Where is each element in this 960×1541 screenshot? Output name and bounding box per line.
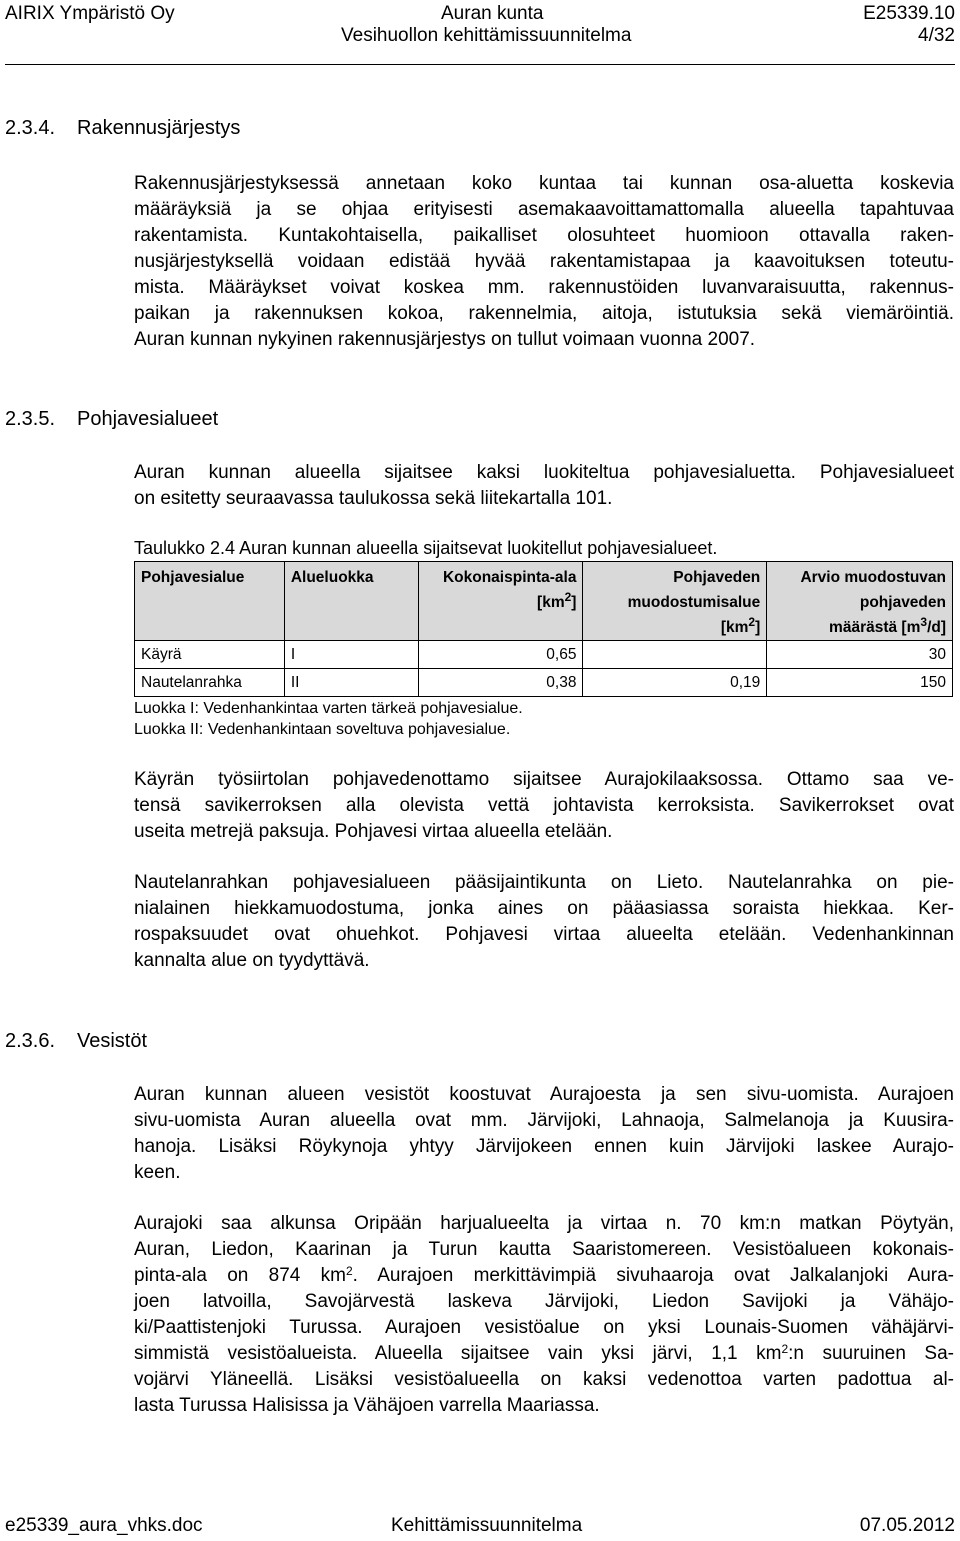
column-header-kokonaispinta-ala: Kokonaispinta-ala $[km^2]$	[418, 562, 583, 641]
table-row	[135, 641, 953, 669]
paragraph-line: Nautelanrahkan pohjavesialueen pääsijaintikunta on Lieto. Nautelanrahka on pie-	[134, 872, 954, 893]
paragraph-line: sivu-uomista Auran alueella ovat mm. Järvijoki, Lahnaoja, Salmelanoja ja Kuusira-	[134, 1110, 954, 1131]
table-row	[135, 669, 953, 697]
cell-estimate: 30	[767, 641, 953, 669]
paragraph-line: Auran kunnan alueella sijaitsee kaksi luokiteltua pohjavesialuetta. Pohjavesialueet	[134, 462, 954, 483]
paragraph-line: ki/Paattistenjoki Turussa. Aurajoen vesistöalue on yksi Lounais-Suomen vähäjärvi-	[134, 1317, 954, 1338]
paragraph-line: hanoja. Lisäksi Röykynoja yhtyy Järvijokeen ennen kuin Järvijoki laskee Aurajo-	[134, 1136, 954, 1157]
column-header-arvio: Arvio muodostuvan pohjaveden määrästä $[m^3/d]$	[767, 562, 953, 641]
section-title: Pohjavesialueet	[77, 408, 219, 430]
paragraph-line: nusjärjestyksellä voidaan edistää hyvää rakentamistapaa ja kaavoituksen toteutu-	[134, 251, 954, 272]
client-name: Auran kunta	[441, 3, 544, 24]
footer-title: Kehittämissuunnitelma	[391, 1515, 583, 1536]
column-header-pohjavesialue: Pohjavesialue	[135, 562, 285, 641]
paragraph-line: vojärvi Yläneellä. Lisäksi vesistöalueella on kaksi vedenottoa varten padottua al-	[134, 1369, 954, 1390]
section-heading-pohjavesialueet	[5, 406, 218, 432]
cell-name: Käyrä	[135, 641, 285, 669]
paragraph-line: rakentamista. Kuntakohtaisella, paikalliset olosuhteet huomioon ottavalla raken-	[134, 225, 954, 246]
paragraph-kayra	[134, 767, 954, 845]
paragraph-line: Rakennusjärjestyksessä annetaan koko kuntaa tai kunnan osa-aluetta koskevia	[134, 173, 954, 194]
paragraph-line: Auran, Liedon, Kaarinan ja Turun kautta Saaristomereen. Vesistöalueen kokonais-	[134, 1239, 954, 1260]
table-note: Luokka II: Vedenhankintaan soveltuva pohjavesialue.	[134, 721, 511, 738]
paragraph-line: rospaksuudet ovat ohuehkot. Pohjavesi virtaa alueelta etelään. Vedenhankinnan	[134, 924, 954, 945]
section-title: Rakennusjärjestys	[77, 117, 241, 139]
paragraph-line: pinta-ala on 874 $km^2$. Aurajoen merkittävimpiä sivuhaaroja ovat Jalkalanjoki Aura-	[134, 1264, 954, 1286]
paragraph-line: Auran kunnan alueen vesistöt koostuvat Aurajoesta ja sen sivu-uomista. Aurajoen	[134, 1084, 954, 1105]
section-heading-rakennusjarjestys	[5, 115, 240, 141]
table-caption: Taulukko 2.4 Auran kunnan alueella sijaitsevat luokitellut pohjavesialueet.	[134, 538, 718, 558]
table-notes	[134, 698, 523, 740]
table-header-row	[135, 562, 953, 641]
section-number: 2.3.4.	[5, 117, 56, 139]
cell-area: 0,38	[418, 669, 583, 697]
section-number: 2.3.5.	[5, 408, 56, 430]
paragraph-aurajoki	[134, 1211, 954, 1419]
paragraph-line: paikan ja rakennuksen kokoa, rakennelmia, aitoja, istutuksia sekä viemäröintiä.	[134, 303, 954, 324]
page-header	[5, 0, 955, 65]
footer-filename: e25339_aura_vhks.doc	[5, 1515, 203, 1536]
groundwater-table	[134, 561, 953, 697]
paragraph-line: Käyrän työsiirtolan pohjavedenottamo sijaitsee Aurajokilaaksossa. Ottamo saa ve-	[134, 769, 954, 790]
cell-name: Nautelanrahka	[135, 669, 285, 697]
cell-formation	[583, 641, 767, 669]
cell-class: I	[284, 641, 418, 669]
paragraph-line: useita metrejä paksuja. Pohjavesi virtaa alueella etelään.	[134, 821, 613, 842]
paragraph-vesistot-intro	[134, 1082, 954, 1186]
document-title: Vesihuollon kehittämissuunnitelma	[341, 25, 632, 46]
paragraph-line: joen latvoilla, Savojärvestä laskeva Järvijoki, Liedon Savijoki ja Vähäjo-	[134, 1291, 954, 1312]
paragraph-line: tensä savikerroksen alla olevista vettä johtavista kerroksista. Savikerrokset ovat	[134, 795, 954, 816]
column-header-muodostumisalue: Pohjaveden muodostumisalue $[km^2]$	[583, 562, 767, 641]
page-footer	[5, 1513, 955, 1539]
page-number: 4/32	[918, 25, 955, 46]
cell-class: II	[284, 669, 418, 697]
footer-date: 07.05.2012	[859, 1515, 955, 1536]
section-heading-vesistot	[5, 1028, 147, 1054]
cell-area: 0,65	[418, 641, 583, 669]
paragraph-rakennusjarjestys	[134, 171, 954, 353]
paragraph-line: lasta Turussa Halisissa ja Vähäjoen varrella Maariassa.	[134, 1395, 600, 1416]
section-number: 2.3.6.	[5, 1030, 56, 1052]
paragraph-line: kannalta alue on tyydyttävä.	[134, 950, 370, 971]
cell-estimate: 150	[767, 669, 953, 697]
paragraph-line: on esitetty seuraavassa taulukossa sekä liitekartalla 101.	[134, 488, 613, 509]
paragraph-nautelanrahka	[134, 870, 954, 974]
paragraph-line: määräyksiä ja se ohjaa erityisesti asemakaavoittamattomalla alueella tapahtuvaa	[134, 199, 954, 220]
table-note: Luokka I: Vedenhankintaa varten tärkeä pohjavesialue.	[134, 700, 523, 717]
section-title: Vesistöt	[77, 1030, 148, 1052]
paragraph-pohjavesialueet-intro	[134, 460, 954, 512]
column-header-alueluokka: Alueluokka	[284, 562, 418, 641]
paragraph-line: Aurajoki saa alkunsa Oripään harjualueelta ja virtaa n. 70 km:n matkan Pöytyän,	[134, 1213, 954, 1234]
company-name: AIRIX Ympäristö Oy	[5, 3, 175, 24]
paragraph-line: Auran kunnan nykyinen rakennusjärjestys on tullut voimaan vuonna 2007.	[134, 329, 756, 350]
paragraph-line: keen.	[134, 1162, 181, 1183]
document-number: E25339.10	[863, 3, 955, 24]
cell-formation: 0,19	[583, 669, 767, 697]
paragraph-line: simmistä vesistöalueista. Alueella sijaitsee vain yksi järvi, 1,1 $km^2:n$ suuruinen Sa-	[134, 1342, 954, 1364]
paragraph-line: nialainen hiekkamuodostuma, jonka aines on pääasiassa soraista hiekkaa. Ker-	[134, 898, 954, 919]
paragraph-line: mista. Määräykset voivat koskea mm. rakennustöiden luvanvaraisuutta, rakennus-	[134, 277, 954, 298]
